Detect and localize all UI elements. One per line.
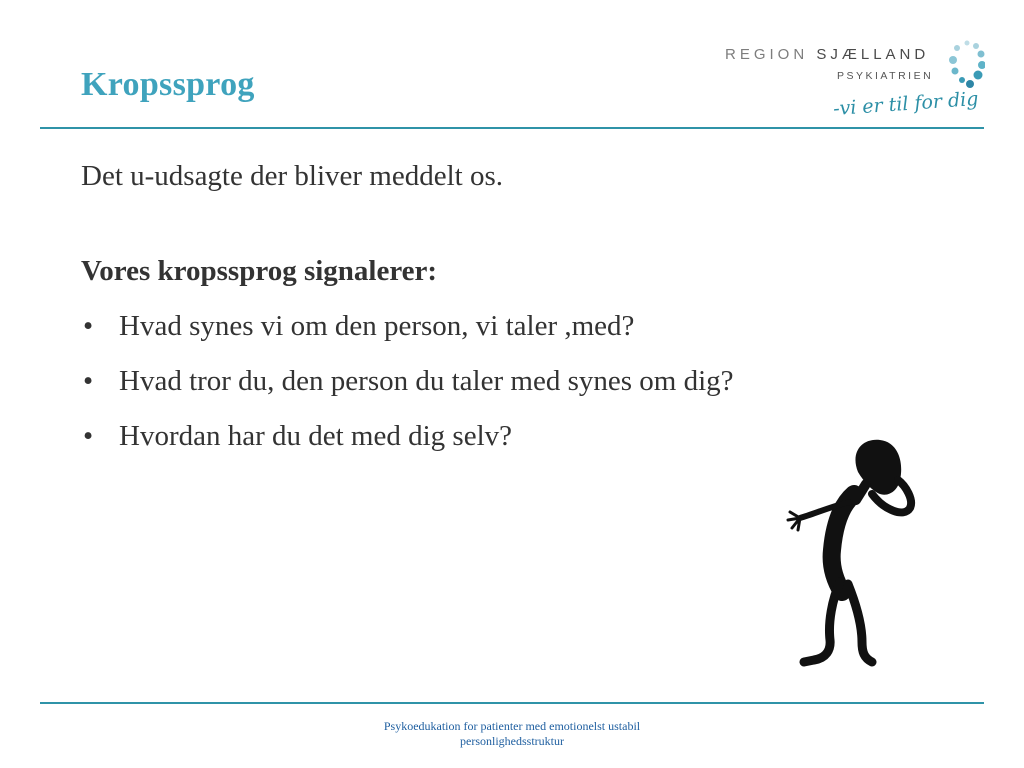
logo-psykiatrien: PSYKIATRIEN — [837, 70, 934, 82]
slide-title: Kropssprog — [81, 66, 255, 103]
intro-text: Det u-udsagte der bliver meddelt os. — [81, 160, 503, 192]
bullet-text: Hvordan har du det med dig selv? — [119, 420, 513, 452]
bullet-text: Hvad tror du, den person du taler med synes om dig? — [119, 365, 734, 397]
bullet-icon: • — [83, 365, 94, 397]
footer-line-2: personlighedsstruktur — [460, 734, 564, 748]
footer-divider — [40, 702, 984, 704]
region-sjaelland-logo — [720, 38, 990, 128]
logo-tagline: -vi er til for dig — [832, 87, 980, 121]
footer-line-1: Psykoedukation for patienter med emotionelst ustabil — [383, 719, 641, 733]
bullet-icon: • — [83, 310, 94, 342]
bullet-icon: • — [83, 420, 94, 452]
logo-sjaelland-word: SJÆLLAND — [816, 46, 930, 63]
slide-footer — [312, 719, 712, 749]
header-divider — [40, 127, 984, 129]
logo-region-word: REGION — [725, 46, 817, 63]
dot-ring-logo-icon — [945, 38, 985, 94]
subheading: Vores kropssprog signalerer: — [81, 255, 438, 287]
bullet-text: Hvad synes vi om den person, vi taler ,med? — [119, 310, 635, 342]
thinking-stick-figure-icon — [780, 432, 920, 672]
logo-region-text — [725, 46, 929, 63]
